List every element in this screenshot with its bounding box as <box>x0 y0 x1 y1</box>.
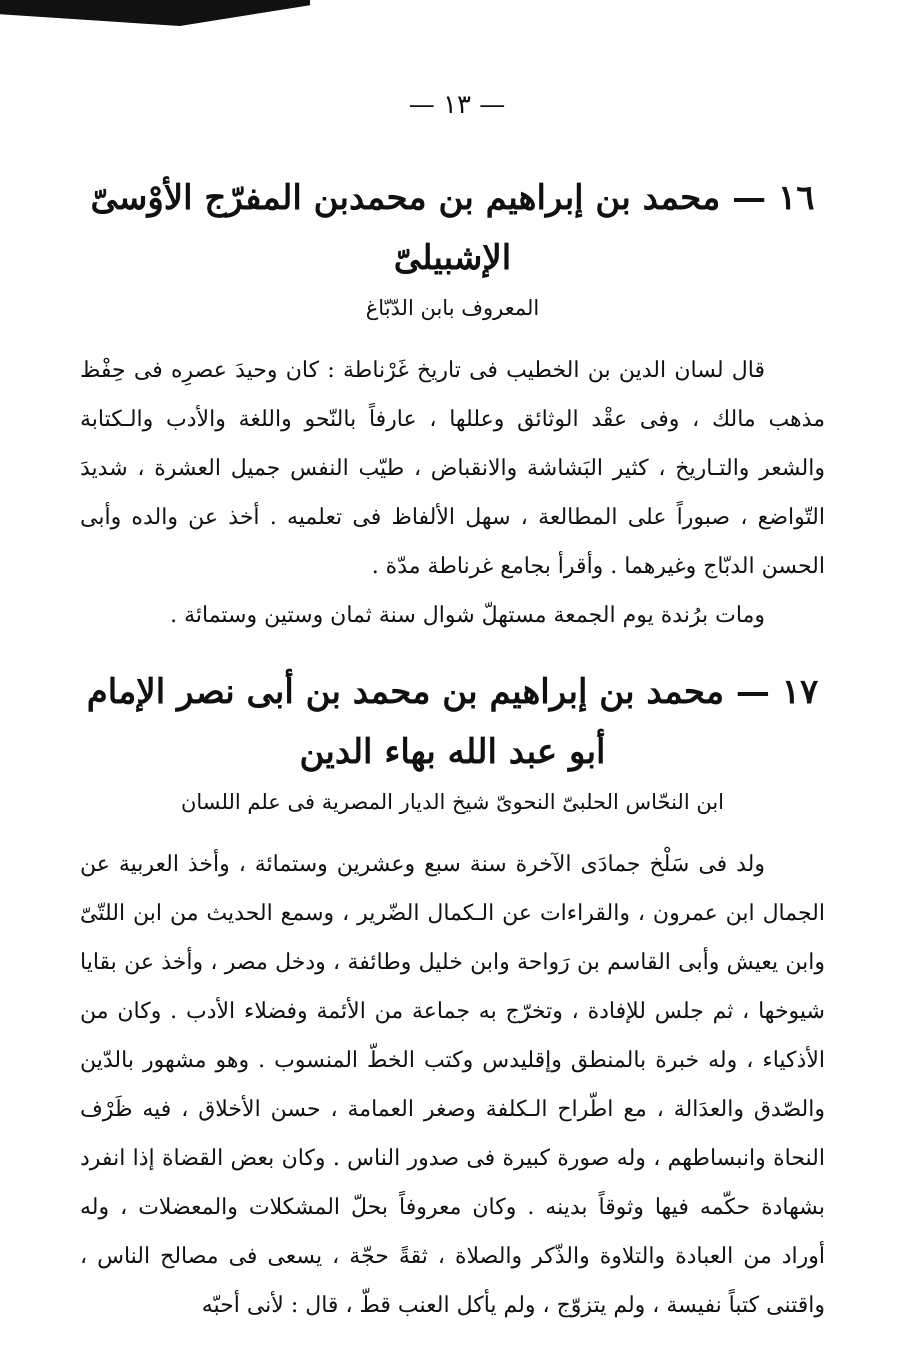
entry-subtitle: المعروف بابن الدّبّاغ <box>365 296 540 320</box>
entry-title: ١٧ — محمد بن إبراهيم بن محمد بن أبى نصر الإمام أبو عبد الله بهاء الدين <box>86 672 819 772</box>
entry-subtitle: ابن النحّاس الحلبىّ النحوىّ شيخ الديار المصرية فى علم اللسان <box>180 790 725 814</box>
page-number: — ١٣ — <box>408 90 506 120</box>
entry-title: ١٦ — محمد بن إبراهيم بن محمدبن المفرّج الأوْسىّ الإشبيلىّ <box>90 178 815 278</box>
entry-paragraph: ولد فى سَلْخ جمادَى الآخرة سنة سبع وعشرين وستمائة ، وأخذ العربية عن الجمال ابن عمرون ، والقراءات عن الـكمال الضّرير ، وسمع الحديث من ابن اللتّىّ وابن يعيش وأبى القاسم بن رَواحة وابن خليل وطائفة ، ودخل مصر ، وأخذ عن بقايا شيوخها ، ثم جلس للإفادة ، وتخرّج به جماعة من الأئمة وفضلاء الأدب . وكان من الأذكياء ، وله خبرة بالمنطق وإقليدس وكتب الخطّ المنسوب . وهو مشهور بالدّين والصّدق والعدَالة ، مع اطّراح الـكلفة وصغر العمامة ، حسن الأخلاق ، فيه ظَرْف النحاة وانبساطهم ، وله صورة كبيرة فى صدور الناس . وكان بعض القضاة إذا انفرد بشهادة حكّمه فيها وثوقاً بدينه . وكان معروفاً بحلّ المشكلات والمعضلات ، وله أوراد من العبادة والتلاوة والذّكر والصلاة ، ثقةً حجّة ، يسعى فى مصالح الناس ، واقتنى كتباً نفيسة ، ولم يتزوّج ، ولم يأكل العنب قطّ ، قال : لأنى أحبّه <box>80 852 825 1318</box>
scan-edge-mark <box>0 0 310 26</box>
page-body <box>80 168 825 1330</box>
entry-17 <box>80 662 825 1330</box>
entry-paragraph: ومات برُندة يوم الجمعة مستهلّ شوال سنة ثمان وستين وستمائة . <box>170 603 765 628</box>
entry-16 <box>80 168 825 640</box>
entry-paragraph: قال لسان الدين بن الخطيب فى تاريخ غَرْناطة : كان وحيدَ عصرِه فى حِفْظ مذهب مالك ، وفى عقْد الوثائق وعللها ، عارفاً بالنّحو واللغة والأدب والـكتابة والشعر والتـاريخ ، كثير البَشاشة والانقباض ، طيّب النفس جميل العشرة ، شديدَ التّواضع ، صبوراً على المطالعة ، سهل الألفاظ فى تعلميه . أخذ عن والده وأبى الحسن الدبّاج وغيرهما . وأقرأ بجامع غرناطة مدّة . <box>80 358 825 579</box>
